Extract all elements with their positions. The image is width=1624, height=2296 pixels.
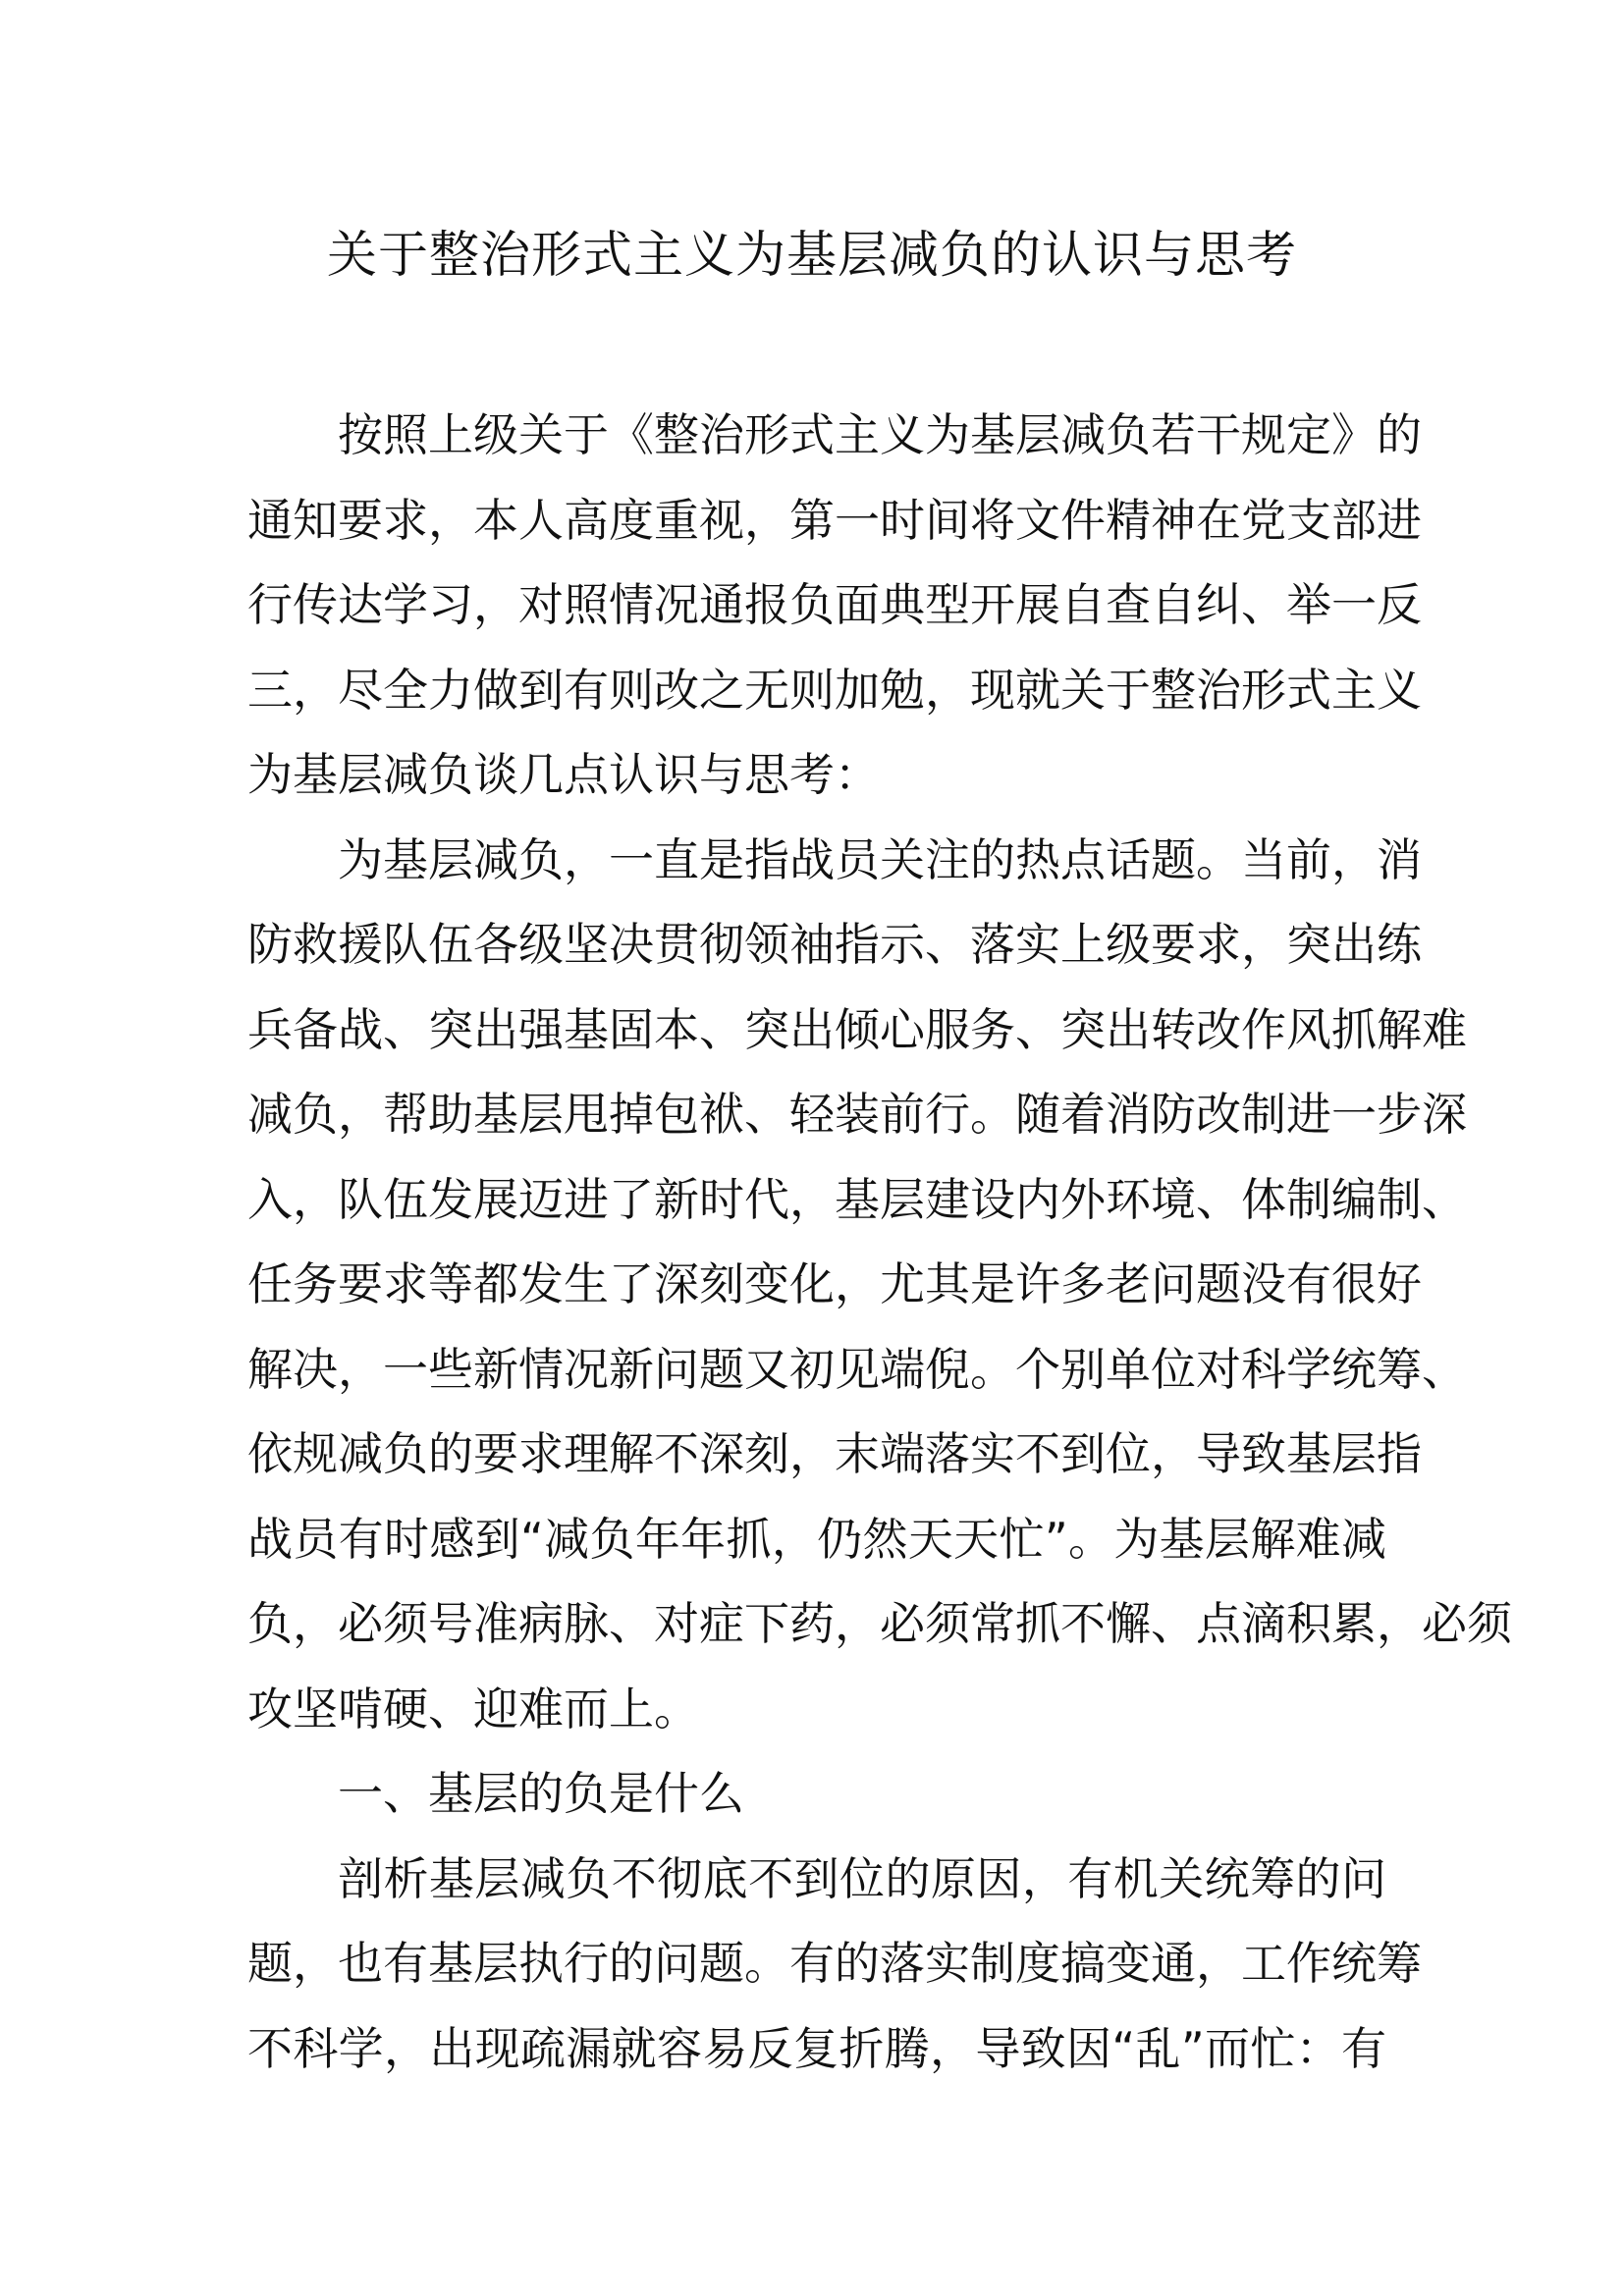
text-line: 为基层减负，一直是指战员关注的热点话题。当前，消 — [338, 832, 1422, 886]
text-line: 入，队伍发展迈进了新时代，基层建设内外环境、体制编制、 — [247, 1172, 1467, 1226]
text-line: 兵备战、突出强基固本、突出倾心服务、突出转改作风抓解难 — [247, 1002, 1467, 1056]
text-line: 为基层减负谈几点认识与思考： — [247, 748, 880, 801]
text-line: 减负，帮助基层甩掉包袱、轻装前行。随着消防改制进一步深 — [247, 1088, 1467, 1141]
text-line: 负，必须号准病脉、对症下药，必须常抓不懈、点滴积累，必须 — [247, 1597, 1512, 1650]
text-line: 攻坚啃硬、迎难而上。 — [247, 1682, 699, 1735]
text-line: 通知要求，本人高度重视，第一时间将文件精神在党支部进 — [247, 493, 1422, 547]
text-line: 一、基层的负是什么 — [338, 1767, 744, 1820]
text-line: 解决，一些新情况新问题又初见端倪。个别单位对科学统筹、 — [247, 1342, 1467, 1396]
text-line: 行传达学习，对照情况通报负面典型开展自查自纠、举一反 — [247, 578, 1422, 631]
document-body — [247, 393, 1512, 2091]
text-line: 防救援队伍各级坚决贯彻领袖指示、落实上级要求，突出练 — [247, 918, 1422, 971]
text-line: 依规减负的要求理解不深刻，末端落实不到位，导致基层指 — [247, 1427, 1422, 1480]
text-line: 任务要求等都发生了深刻变化，尤其是许多老问题没有很好 — [247, 1257, 1422, 1310]
text-line: 战员有时感到“减负年年抓，仍然天天忙”。为基层解难减 — [247, 1512, 1386, 1566]
text-line: 剖析基层减负不彻底不到位的原因，有机关统筹的问 — [338, 1851, 1386, 1905]
text-line: 按照上级关于《整治形式主义为基层减负若干规定》的 — [338, 408, 1422, 461]
text-line: 题，也有基层执行的问题。有的落实制度搞变通，工作统筹 — [247, 1937, 1422, 1990]
text-line: 不科学，出现疏漏就容易反复折腾，导致因“乱”而忙：有 — [247, 2021, 1386, 2075]
text-line: 三，尽全力做到有则改之无则加勉，现就关于整治形式主义 — [247, 663, 1422, 717]
document-title: 关于整治形式主义为基层减负的认识与思考 — [326, 227, 1297, 285]
